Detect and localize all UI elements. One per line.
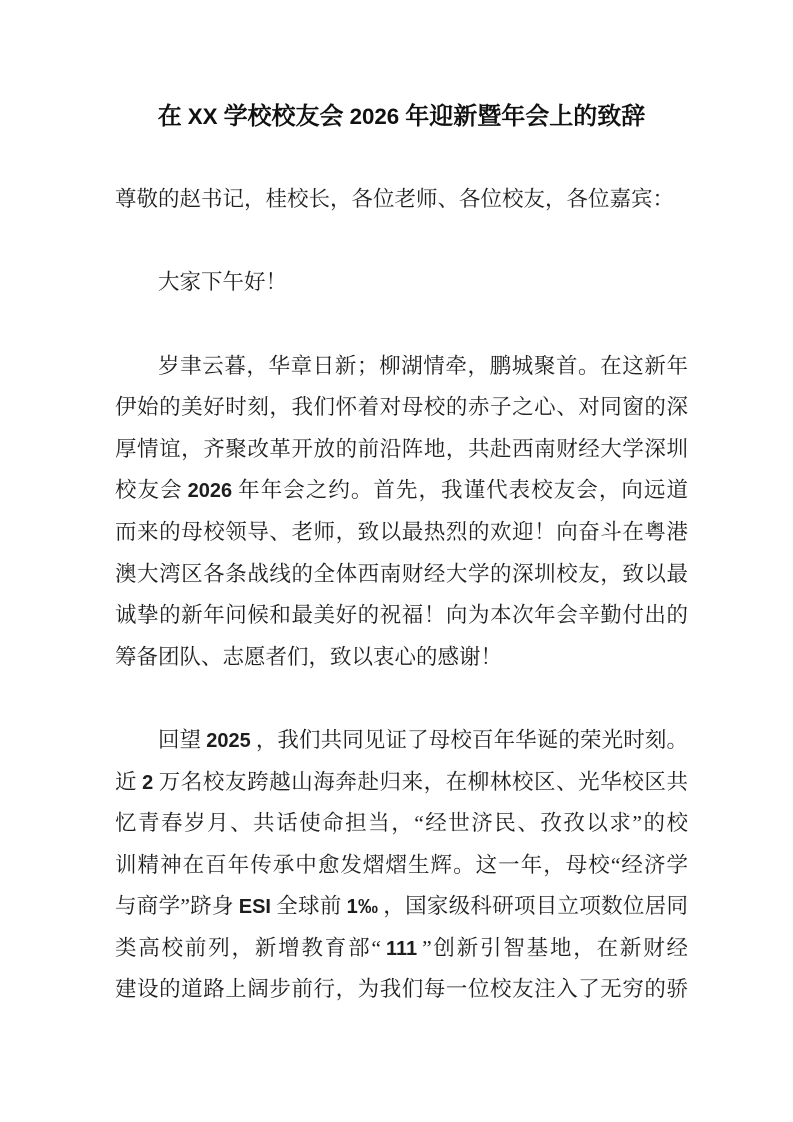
document-title: 在 XX 学校校友会 2026 年迎新暨年会上的致辞: [157, 104, 646, 130]
paragraph-opening: [115, 346, 688, 679]
text-line: 与商学”跻身 ESI 全球前 1‰ ，国家级科研项目立项数位居同: [115, 894, 688, 919]
latin-text: 2: [142, 771, 154, 794]
text-line: 岁聿云暮，华章日新；柳湖情牵，鹏城聚首。在这新年: [158, 353, 688, 378]
text-line: 回望 2025 ，我们共同见证了母校百年华诞的荣光时刻。: [158, 727, 688, 752]
latin-text: 1‰: [346, 896, 379, 919]
latin-text: 2025: [206, 729, 251, 752]
text-line: 大家下午好！: [158, 270, 288, 295]
text-line: 训精神在百年传承中愈发熠熠生辉。这一年，母校“经济学: [115, 852, 688, 877]
text-line: 忆青春岁月、共话使命担当，“经世济民、孜孜以求”的校: [115, 811, 688, 836]
text-line: 建设的道路上阔步前行，为我们每一位校友注入了无穷的骄: [115, 977, 688, 1002]
document-body: [115, 179, 688, 1011]
paragraph-greeting: [115, 179, 688, 221]
text-line: 而来的母校领导、老师，致以最热烈的欢迎！向奋斗在粤港: [115, 519, 688, 544]
latin-text: ESI: [238, 896, 271, 919]
paragraph-review-2025: [115, 720, 688, 1011]
text-line: 诚挚的新年问候和最美好的祝福！向为本次年会辛勤付出的: [115, 603, 688, 628]
text-line: 校友会 2026 年年会之约。首先，我谨代表校友会，向远道: [115, 478, 688, 503]
latin-text: XX: [187, 104, 218, 129]
latin-text: 111: [385, 937, 418, 960]
paragraph-salute: [115, 262, 688, 304]
text-line: 近 2 万名校友跨越山海奔赴归来，在柳林校区、光华校区共: [115, 769, 688, 794]
text-line: 筹备团队、志愿者们，致以衷心的感谢！: [115, 644, 503, 669]
text-line: 澳大湾区各条战线的全体西南财经大学的深圳校友，致以最: [115, 561, 688, 586]
text-line: 尊敬的赵书记，桂校长，各位老师、各位校友，各位嘉宾：: [115, 187, 675, 212]
latin-text: 2026: [349, 104, 400, 129]
latin-text: 2026: [187, 480, 233, 503]
text-line: 伊始的美好时刻，我们怀着对母校的赤子之心、对同窗的深: [115, 395, 688, 420]
text-line: 类高校前列，新增教育部“ 111 ”创新引智基地，在新财经: [115, 935, 689, 960]
text-line: 厚情谊，齐聚改革开放的前沿阵地，共赴西南财经大学深圳: [115, 436, 688, 461]
